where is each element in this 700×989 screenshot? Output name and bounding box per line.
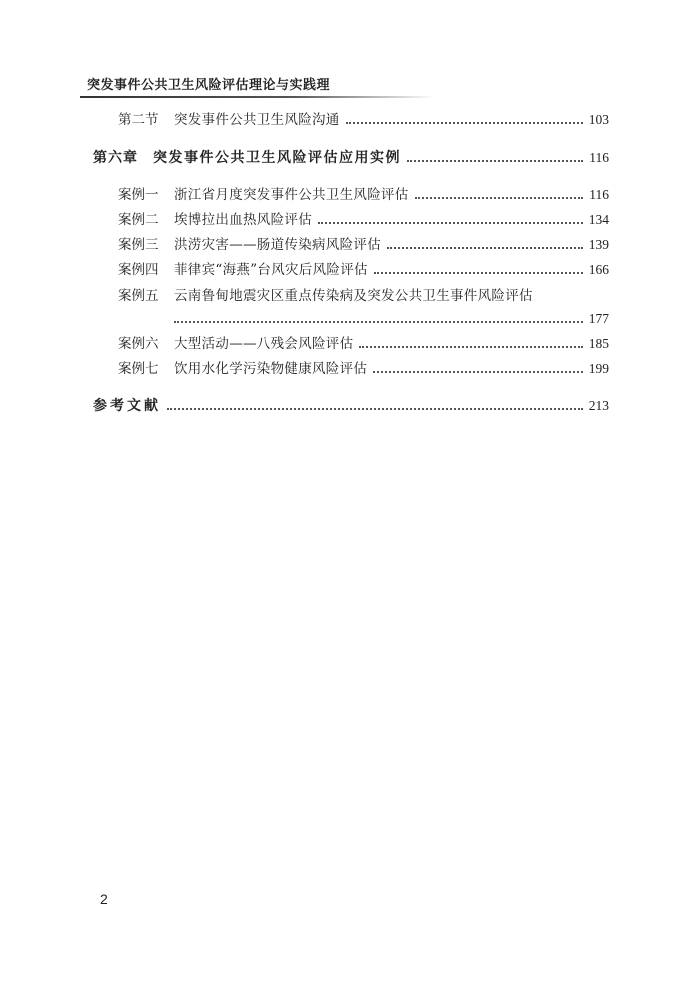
toc-entry-label: 案例六: [118, 336, 159, 352]
toc-leader-dots: [407, 160, 583, 162]
toc-entry-label: 第六章: [93, 150, 138, 166]
toc-entry-label: 案例二: [118, 212, 159, 228]
toc-leader-dots: [387, 247, 583, 249]
toc-entry-label: 第二节: [118, 112, 159, 128]
toc-entry-label: 案例三: [118, 237, 159, 253]
toc-leader-dots: [174, 321, 583, 323]
toc-entry-title: 浙江省月度突发事件公共卫生风险评估: [174, 187, 409, 203]
toc-leader-dots: [373, 371, 583, 373]
toc-leader-dots: [318, 222, 583, 224]
page-number: 2: [100, 891, 108, 907]
toc-entry-title: 突发事件公共卫生风险评估应用实例: [153, 150, 401, 166]
toc-entry-label: 案例七: [118, 361, 159, 377]
toc-entry-page: 177: [588, 311, 609, 326]
toc-entry-page: 103: [588, 112, 609, 127]
toc-leader-dots: [346, 122, 583, 124]
toc-entry-title: 埃博拉出血热风险评估: [174, 212, 312, 228]
toc-entry-label: 案例五: [118, 288, 159, 304]
toc-entry-case-6[interactable]: [118, 335, 609, 353]
toc-entry-title: 洪涝灾害——肠道传染病风险评估: [174, 237, 381, 253]
toc-entry-page: 134: [588, 212, 609, 227]
toc-entry-title[interactable]: 云南鲁甸地震灾区重点传染病及突发公共卫生事件风险评估: [174, 288, 533, 304]
toc-entry-chapter-6[interactable]: [93, 149, 609, 167]
toc-leader-dots: [359, 346, 582, 348]
toc-entry-page: 199: [588, 361, 609, 376]
toc-entry-label: 参考文献: [93, 398, 161, 414]
toc-entry-page: 213: [588, 398, 609, 413]
toc-entry-label: 案例一: [118, 187, 159, 203]
toc-entry-case-7[interactable]: [118, 360, 609, 378]
toc-entry-title: 大型活动——八残会风险评估: [174, 336, 354, 352]
toc-entry-case-1[interactable]: [118, 186, 609, 204]
toc-entry-page: 116: [589, 150, 609, 165]
running-head: 突发事件公共卫生风险评估理论与实践理: [87, 78, 331, 93]
toc-entry-case-4[interactable]: [118, 261, 609, 279]
toc-entry-page: 116: [589, 187, 609, 202]
toc-leader-dots: [415, 197, 584, 199]
toc-entry-title: 突发事件公共卫生风险沟通: [174, 112, 340, 128]
header-rule: [80, 96, 435, 98]
toc-leader-dots: [374, 272, 583, 274]
toc-entry-title: 菲律宾“海燕”台风灾后风险评估: [174, 262, 368, 278]
toc-entry-label: 案例四: [118, 262, 159, 278]
toc-entry-title: 饮用水化学污染物健康风险评估: [174, 361, 368, 377]
toc-entry-page: 185: [588, 336, 609, 351]
toc-entry-references[interactable]: [93, 397, 609, 415]
toc-leader-dots: [167, 408, 583, 410]
toc-entry-case-3[interactable]: [118, 236, 609, 254]
toc-entry-section-2[interactable]: [118, 111, 609, 129]
toc-entry-case-5-continuation[interactable]: [174, 310, 609, 328]
toc-entry-case-2[interactable]: [118, 211, 609, 229]
toc-entry-page: 139: [588, 237, 609, 252]
toc-entry-page: 166: [588, 262, 609, 277]
